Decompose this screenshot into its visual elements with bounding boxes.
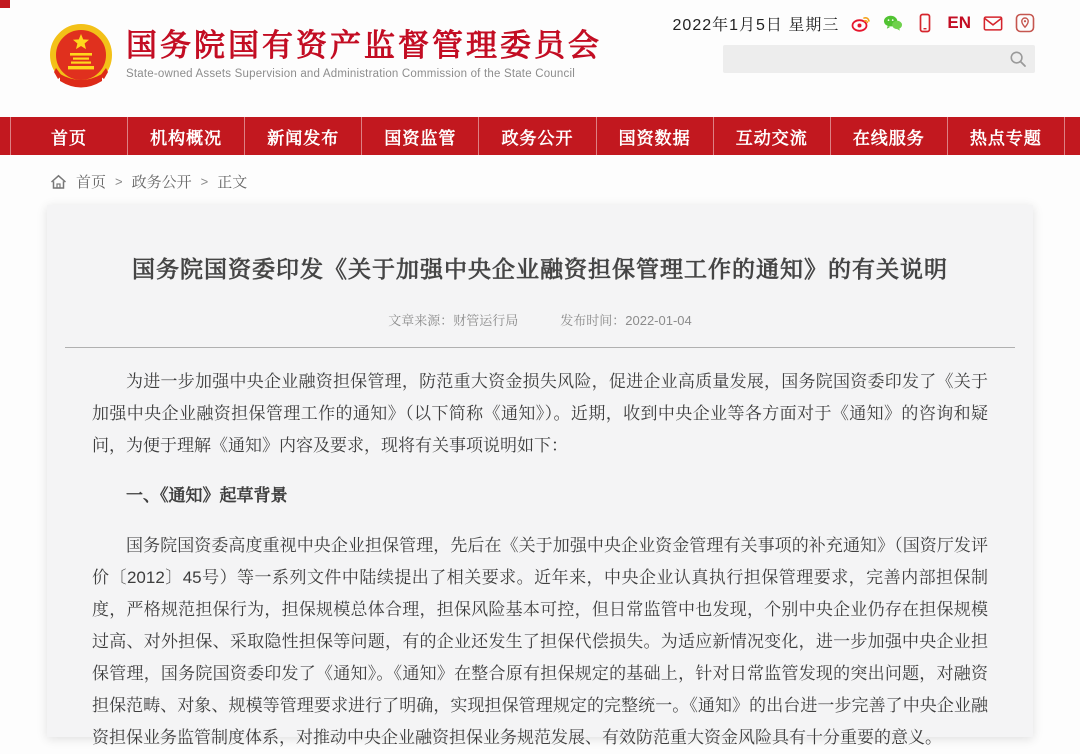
location-icon[interactable] [1015,13,1035,33]
breadcrumb-separator: > [200,174,209,189]
nav-item-news[interactable]: 新闻发布 [244,117,361,155]
topbar [673,10,1035,36]
nav-item-about[interactable]: 机构概况 [127,117,244,155]
english-version-link[interactable]: EN [947,13,971,32]
article-paragraph: 国务院国资委高度重视中央企业担保管理，先后在《关于加强中央企业资金管理有关事项的补充通知》（国资厅发评价〔2012〕45号）等一系列文件中陆续提出了相关要求。近年来，中央企业认真执行担保管理要求，完善内部担保制度，严格规范担保行为，担保规模总体合理，担保风险基本可控，但日常监管中也发现，个别中央企业仍存在担保规模过高、对外担保、采取隐性担保等问题，有的企业还发生了担保代偿损失。为适应新情况变化，进一步加强中央企业担保管理，国务院国资委印发了《通知》。《通知》在整合原有担保规定的基础上，针对日常监管发现的突出问题，对融资担保范畴、对象、规模等管理要求进行了明确，实现担保管理规定的完整统一。《通知》的出台进一步完善了中央企业融资担保业务监管制度体系，对推动中央企业融资担保业务规范发展、有效防范重大资金风险具有十分重要的意义。 [92,536,988,747]
meta-divider [65,347,1015,348]
breadcrumb [50,171,247,192]
mobile-icon[interactable] [915,13,935,33]
nav-item-gov-affairs[interactable]: 政务公开 [478,117,595,155]
publish-time-value: 2022-01-04 [625,313,692,328]
section-heading: 一、《通知》起草背景 [126,486,288,505]
search-icon[interactable] [1009,50,1027,68]
current-date: 2022年1月5日 星期三 [672,16,840,34]
breadcrumb-gov-affairs[interactable]: 政务公开 [131,174,192,191]
publish-time-label: 发布时间： [560,313,626,328]
article-card [47,205,1033,747]
corner-mark [0,0,10,8]
source-value: 财管运行局 [453,313,519,328]
breadcrumb-home[interactable]: 首页 [76,174,107,191]
breadcrumb-current: 正文 [217,174,248,191]
wechat-icon[interactable] [883,13,903,33]
national-emblem-icon [48,22,114,96]
nav-item-topics[interactable]: 热点专题 [947,117,1064,155]
article-meta [92,310,988,329]
site-title: 国务院国有资产监督管理委员会 [126,28,602,63]
article-title: 国务院国资委印发《关于加强中央企业融资担保管理工作的通知》的有关说明 [132,256,948,282]
nav-end-divider [1064,117,1080,155]
search-input[interactable] [733,45,1009,73]
source-label: 文章来源： [388,313,454,328]
nav-item-data[interactable]: 国资数据 [596,117,713,155]
main-nav [0,117,1080,155]
mail-icon[interactable] [983,13,1003,33]
article-body [92,366,988,754]
home-icon[interactable] [50,174,67,190]
nav-item-interaction[interactable]: 互动交流 [713,117,830,155]
breadcrumb-separator: > [115,174,123,189]
weibo-icon[interactable] [851,13,871,33]
nav-item-services[interactable]: 在线服务 [830,117,947,155]
article-paragraph: 为进一步加强中央企业融资担保管理，防范重大资金损失风险，促进企业高质量发展，国务院国资委印发了《关于加强中央企业融资担保管理工作的通知》（以下简称《通知》）。近期，收到中央企业等各方面对于《通知》的咨询和疑问，为便于理解《通知》内容及要求，现将有关事项说明如下： [92,372,988,455]
site-logo[interactable] [48,22,602,96]
nav-item-supervision[interactable]: 国资监管 [361,117,478,155]
nav-item-home[interactable]: 首页 [10,117,127,155]
site-subtitle: State-owned Assets Supervision and Administration Commission of the State Council [126,68,575,80]
search-box [723,45,1035,73]
